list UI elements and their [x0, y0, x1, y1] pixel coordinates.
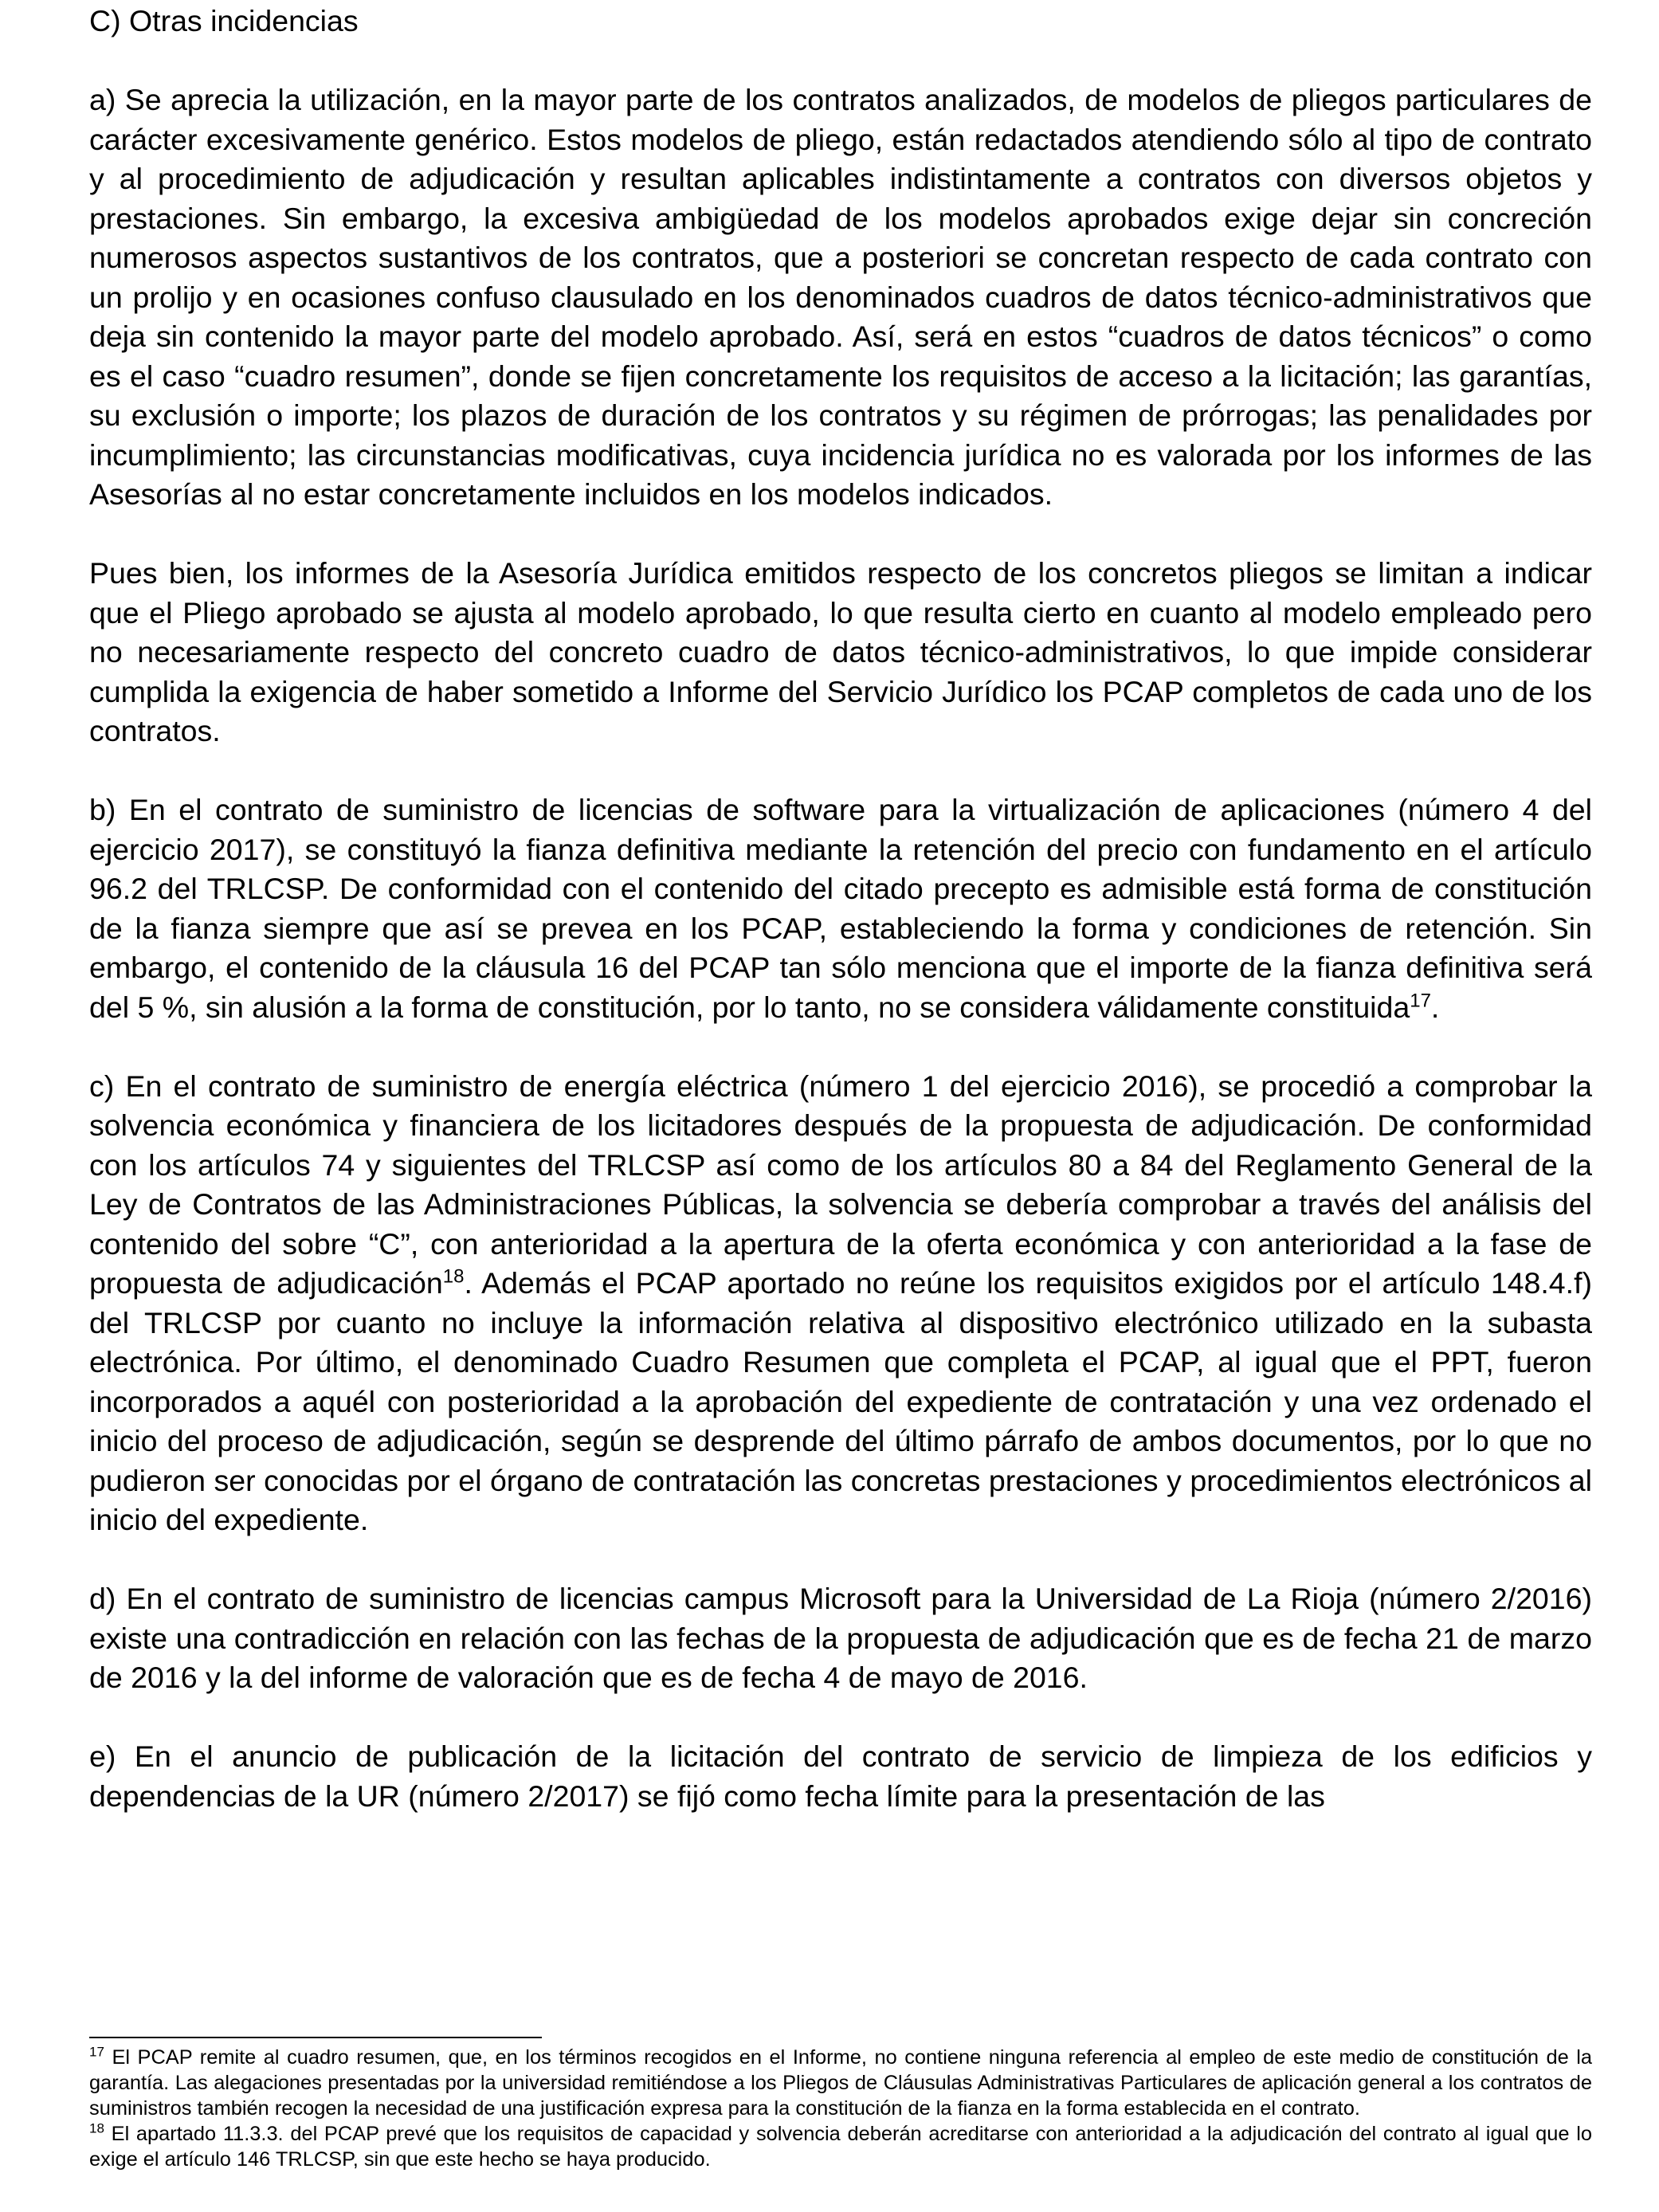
footnote-ref-18[interactable]: 18 [442, 1265, 465, 1288]
section-heading: C) Otras incidencias [89, 4, 359, 37]
paragraph-c-text: c) En el contrato de suministro de energía eléctrica (número 1 del ejercicio 2016), se procedió a comprobar la solvencia económica y financiera de los licitadores después de la propuesta de adjudicación. De conformidad con los artículos 74 y siguientes del TRLCSP así como de los artículos 80 a 84 del Reglamento General de la Ley de Contratos de las Administraciones Públicas, la solvencia se debería comprobar a través del análisis del contenido del sobre “C”, con anterioridad a la apertura de la oferta económica y con anterioridad a la fase de propuesta de adjudicación [89, 1069, 1592, 1300]
paragraph-e [89, 1737, 1592, 1816]
paragraph-d-text: d) En el contrato de suministro de licencias campus Microsoft para la Universidad de La Rioja (número 2/2016) existe una contradicción en relación con las fechas de la propuesta de adjudicación que es de fecha 21 de marzo de 2016 y la del informe de valoración que es de fecha 4 de mayo de 2016. [89, 1582, 1592, 1694]
paragraph-b-tail: . [1430, 990, 1440, 1024]
paragraph-d [89, 1579, 1592, 1698]
footnote-17 [89, 2045, 1592, 2121]
paragraph-pues-bien-text: Pues bien, los informes de la Asesoría Jurídica emitidos respecto de los concretos pliegos se limitan a indicar que el Pliego aprobado se ajusta al modelo aprobado, lo que resulta cierto en cuanto al modelo empleado pero no necesariamente respecto del concreto cuadro de datos técnico-administrativos, lo que impide considerar cumplida la exigencia de haber sometido a Informe del Servicio Jurídico los PCAP completos de cada uno de los contratos. [89, 556, 1592, 747]
paragraph-a [89, 80, 1592, 515]
footnote-text: El PCAP remite al cuadro resumen, que, en los términos recogidos en el Informe, no contiene ninguna referencia al empleo de este medio de constitución de la garantía. Las alegaciones presentadas por la universidad remitiéndose a los Pliegos de Cláusulas Administrativas Particulares de aplicación general a los contratos de suministros también recogen la necesidad de una justificación expresa para la constitución de la fianza en la forma establecida en el contrato. [89, 2046, 1592, 2120]
footnote-ref-17[interactable]: 17 [1410, 990, 1431, 1011]
footnote-separator [89, 2037, 542, 2038]
paragraph-a-text: a) Se aprecia la utilización, en la mayor parte de los contratos analizados, de modelos de pliegos particulares de carácter excesivamente genérico. Estos modelos de pliego, están redactados atendiendo sólo al tipo de contrato y al procedimiento de adjudicación y resultan aplicables indistintamente a contratos con diversos objetos y prestaciones. Sin embargo, la excesiva ambigüedad de los modelos aprobados exige dejar sin concreción numerosos aspectos sustantivos de los contratos, que a posteriori se concretan respecto de cada contrato con un prolijo y en ocasiones confuso clausulado en los denominados cuadros de datos técnico-administrativos que deja sin contenido la mayor parte del modelo aprobado. Así, será en estos “cuadros de datos técnicos” o como es el caso “cuadro resumen”, donde se fijen concretamente los requisitos de acceso a la licitación; las garantías, su exclusión o importe; los plazos de duración de los contratos y su régimen de prórrogas; las penalidades por incumplimiento; las circunstancias modificativas, cuya incidencia jurídica no es valorada por los informes de las Asesorías al no estar concretamente incluidos en los modelos indicados. [89, 83, 1592, 511]
footnotes [89, 2045, 1592, 2172]
footnote-number: 18 [89, 2120, 104, 2136]
footnote-number: 17 [89, 2044, 104, 2060]
paragraph-b-text: b) En el contrato de suministro de licencias de software para la virtualización de aplicaciones (número 4 del ejercicio 2017), se constituyó la fianza definitiva mediante la retención del precio con fundamento en el artículo 96.2 del TRLCSP. De conformidad con el contenido del citado precepto es admisible está forma de constitución de la fianza siempre que así se prevea en los PCAP, estableciendo la forma y condiciones de retención. Sin embargo, el contenido de la cláusula 16 del PCAP tan sólo menciona que el importe de la fianza definitiva será del 5 %, sin alusión a la forma de constitución, por lo tanto, no se considera válidamente constituida [89, 793, 1592, 1024]
paragraph-c-tail: . Además el PCAP aportado no reúne los requisitos exigidos por el artículo 148.4.f) del TRLCSP por cuanto no incluye la información relativa al dispositivo electrónico utilizado en la subasta electrónica. Por último, el denominado Cuadro Resumen que completa el PCAP, al igual que el PPT, fueron incorporados a aquél con posterioridad a la aprobación del expediente de contratación y una vez ordenado el inicio del proceso de adjudicación, según se desprende del último párrafo de ambos documentos, por lo que no pudieron ser conocidas por el órgano de contratación las concretas prestaciones y procedimientos electrónicos al inicio del expediente. [89, 1266, 1592, 1536]
paragraph-e-text: e) En el anuncio de publicación de la licitación del contrato de servicio de limpieza de los edificios y dependencias de la UR (número 2/2017) se fijó como fecha límite para la presentación de las [89, 1739, 1592, 1813]
paragraph-pues-bien [89, 554, 1592, 751]
paragraph-c [89, 1067, 1592, 1540]
footnote-18 [89, 2121, 1592, 2172]
footnote-text: El apartado 11.3.3. del PCAP prevé que los requisitos de capacidad y solvencia deberán acreditarse con anterioridad a la adjudicación del contrato al igual que lo exige el artículo 146 TRLCSP, sin que este hecho se haya producido. [89, 2123, 1592, 2171]
document-body [89, 0, 1592, 1816]
paragraph-b [89, 790, 1592, 1027]
